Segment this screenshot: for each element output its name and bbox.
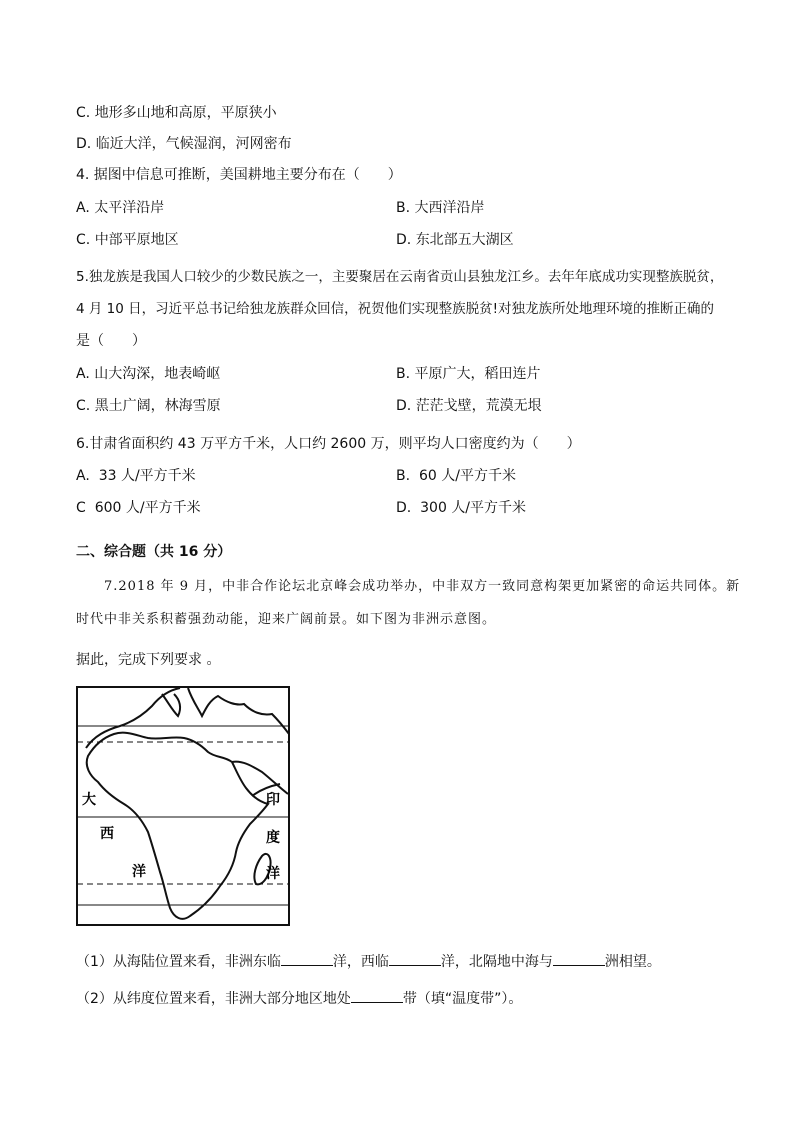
q7-instruction: 据此，完成下列要求 。 <box>76 652 221 668</box>
q5-stem-line2: 4 月 10 日，习近平总书记给独龙族群众回信，祝贺他们实现整族脱贫!对独龙族所处地理环境的推断正确的 <box>76 301 715 317</box>
map-label-indian-3: 洋 <box>266 866 280 882</box>
q4-option-a: A. 太平洋沿岸 <box>76 200 165 216</box>
q5-option-a: A. 山大沟深，地表崎岖 <box>76 366 221 382</box>
q6-option-c: C 600 人/平方千米 <box>76 500 201 516</box>
q3-option-c: C. 地形多山地和高原，平原狭小 <box>76 105 277 121</box>
q5-stem-line1: 5.独龙族是我国人口较少的少数民族之一，主要聚居在云南省贡山县独龙江乡。去年年底成功实现整族脱贫， <box>76 269 724 285</box>
q6-option-b: B. 60 人/平方千米 <box>396 468 516 484</box>
q7-sub2: （2）从纬度位置来看，非洲大部分地区地处 带（填“温度带”）。 <box>76 988 522 1008</box>
q5-option-d: D. 茫茫戈壁，荒漠无垠 <box>396 398 542 414</box>
q5-option-c: C. 黑土广阔，林海雪原 <box>76 398 221 414</box>
map-frame <box>77 687 289 925</box>
q4-option-c: C. 中部平原地区 <box>76 232 179 248</box>
q4-stem: 4. 据图中信息可推断，美国耕地主要分布在（ ） <box>76 167 402 183</box>
q3-option-d: D. 临近大洋，气候湿润，河网密布 <box>76 136 292 152</box>
q5-option-b: B. 平原广大，稻田连片 <box>396 366 541 382</box>
q4-option-d: D. 东北部五大湖区 <box>396 232 514 248</box>
answer-blank[interactable] <box>281 951 333 966</box>
map-label-atlantic-2: 西 <box>100 826 114 842</box>
section-heading: 二、综合题（共 16 分） <box>76 544 232 560</box>
answer-blank[interactable] <box>351 988 403 1003</box>
map-label-indian-2: 度 <box>266 830 280 846</box>
q6-option-a: A. 33 人/平方千米 <box>76 468 196 484</box>
map-label-atlantic-1: 大 <box>82 792 96 808</box>
map-label-atlantic-3: 洋 <box>132 864 146 880</box>
answer-blank[interactable] <box>553 951 605 966</box>
map-label-indian-1: 印 <box>266 792 280 808</box>
q7-stem-line1: 7.2018 年 9 月，中非合作论坛北京峰会成功举办，中非双方一致同意构架更加紧密的命运共同体。新 <box>104 579 741 594</box>
africa-map <box>76 686 290 926</box>
q5-stem-line3: 是（ ） <box>76 333 146 349</box>
q7-sub1: （1）从海陆位置来看，非洲东临 洋，西临 洋，北隔地中海与 洲相望。 <box>76 951 661 971</box>
q6-stem: 6.甘肃省面积约 43 万平方千米，人口约 2600 万，则平均人口密度约为（ ） <box>76 436 581 452</box>
answer-blank[interactable] <box>389 951 441 966</box>
q7-stem-line2: 时代中非关系积蓄强劲动能，迎来广阔前景。如下图为非洲示意图。 <box>76 612 497 627</box>
q4-option-b: B. 大西洋沿岸 <box>396 200 485 216</box>
q6-option-d: D. 300 人/平方千米 <box>396 500 527 516</box>
